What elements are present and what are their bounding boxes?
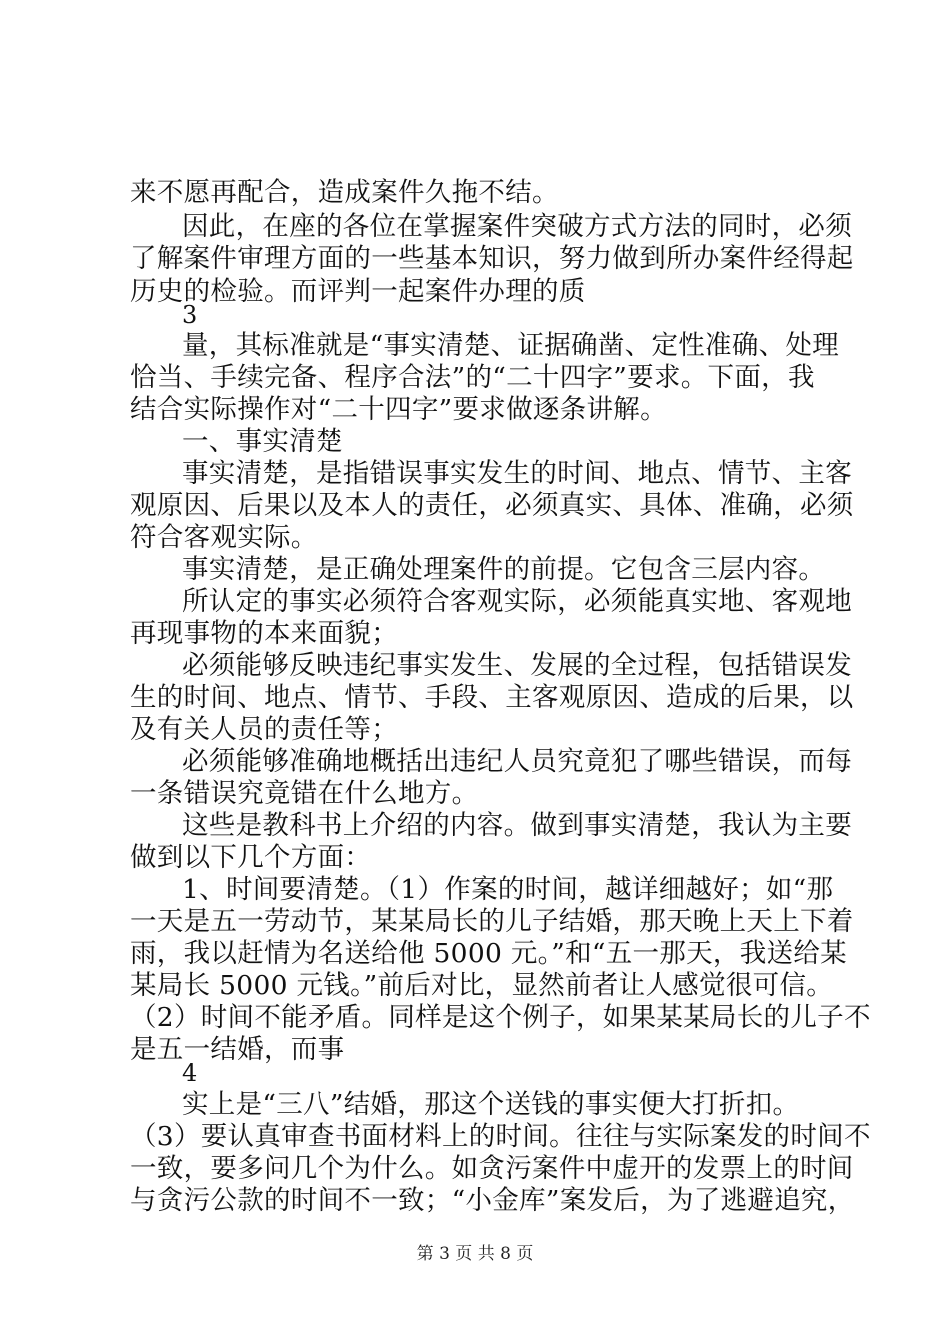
paragraph-line: 必须能够准确地概括出违纪人员究竟犯了哪些错误，而每: [182, 746, 852, 777]
paragraph-line: 因此，在座的各位在掌握案件突破方式方法的同时，必须: [182, 211, 852, 242]
text-line: 历史的检验。而评判一起案件办理的质: [130, 276, 586, 307]
paragraph-line: 所认定的事实必须符合客观实际，必须能真实地、客观地: [182, 586, 852, 617]
text-line: 结合实际操作对“二十四字”要求做逐条讲解。: [130, 394, 667, 425]
text-line: 一条错误究竟错在什么地方。: [130, 778, 479, 809]
text-line: 雨，我以赶情为名送给他 5000 元。”和“五一那天，我送给某: [130, 938, 847, 969]
text-line: 符合客观实际。: [130, 522, 318, 553]
paragraph-line: 1、时间要清楚。（1）作案的时间，越详细越好；如“那: [182, 874, 834, 905]
text-line: 再现事物的本来面貌；: [130, 618, 398, 649]
text-line: 生的时间、地点、情节、手段、主客观原因、造成的后果，以: [130, 682, 854, 713]
paragraph-line: 事实清楚，是正确处理案件的前提。它包含三层内容。: [182, 554, 826, 585]
text-line: 来不愿再配合，造成案件久拖不结。: [130, 177, 559, 208]
text-line: 恰当、手续完备、程序合法”的“二十四字”要求。下面，我: [130, 362, 815, 393]
text-line: 一致，要多问几个为什么。如贪污案件中虚开的发票上的时间: [130, 1153, 854, 1184]
page-break-number: 4: [182, 1059, 198, 1087]
text-line: 一天是五一劳动节，某某局长的儿子结婚，那天晚上天上下着: [130, 906, 854, 937]
page-break-number: 3: [182, 301, 198, 329]
text-line: 某局长 5000 元钱。”前后对比，显然前者让人感觉很可信。: [130, 970, 834, 1001]
text-line: 及有关人员的责任等；: [130, 714, 398, 745]
text-line: 做到以下几个方面：: [130, 842, 372, 873]
paragraph-line: 必须能够反映违纪事实发生、发展的全过程，包括错误发: [182, 650, 852, 681]
text-line: 观原因、后果以及本人的责任，必须真实、具体、准确，必须: [130, 490, 854, 521]
paragraph-line: 量，其标准就是“事实清楚、证据确凿、定性准确、处理: [182, 330, 840, 361]
text-line: 了解案件审理方面的一些基本知识，努力做到所办案件经得起: [130, 243, 854, 274]
text-line: （2）时间不能矛盾。同样是这个例子，如果某某局长的儿子不: [130, 1002, 871, 1033]
section-heading: 一、事实清楚: [182, 426, 343, 457]
text-line: （3）要认真审查书面材料上的时间。往往与实际案发的时间不: [130, 1121, 871, 1152]
paragraph-line: 实上是“三八”结婚，那这个送钱的事实便大打折扣。: [182, 1089, 800, 1120]
paragraph-line: 事实清楚，是指错误事实发生的时间、地点、情节、主客: [182, 458, 852, 489]
paragraph-line: 这些是教科书上介绍的内容。做到事实清楚，我认为主要: [182, 810, 852, 841]
text-line: 是五一结婚，而事: [130, 1034, 345, 1065]
text-line: 与贪污公款的时间不一致；“小金库”案发后，为了逃避追究，: [130, 1185, 855, 1216]
page-footer: 第 3 页 共 8 页: [416, 1244, 534, 1264]
